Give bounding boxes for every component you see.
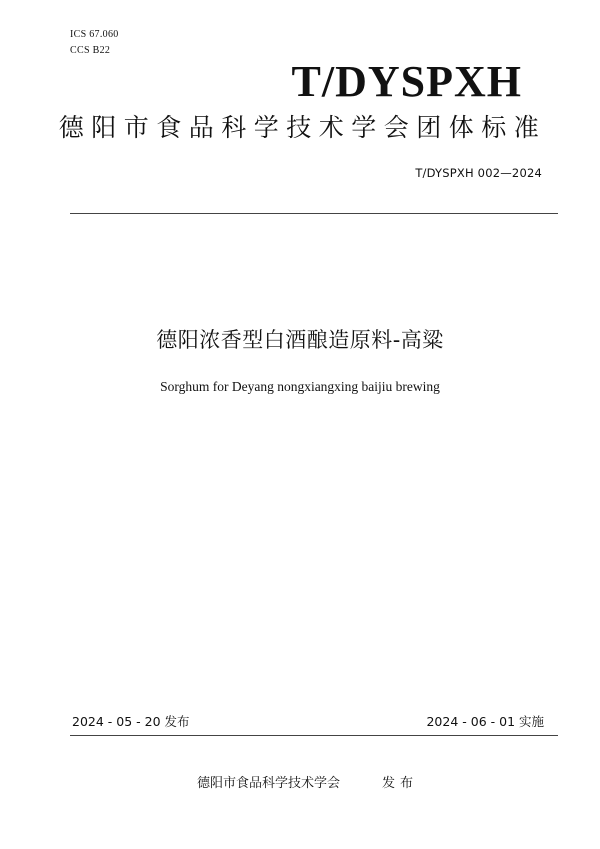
document-title-english: Sorghum for Deyang nongxiangxing baijiu brewing [160,379,440,394]
issue-action: 发布 [382,776,419,791]
issuing-organization: 德阳市食品科学技术学会 [197,776,341,791]
document-title-chinese: 德阳浓香型白酒酿造原料-高粱 [156,328,444,352]
ics-code: ICS 67.060 [70,29,119,40]
standard-number: T/DYSPXH 002—2024 [415,166,542,180]
ccs-code: CCS B22 [70,45,111,56]
bottom-divider [70,735,558,736]
organization-title: 德阳市食品科学技术学会团体标准 [58,113,547,142]
publish-date: 2024 - 05 - 20 发布 [72,714,190,729]
implement-date: 2024 - 06 - 01 实施 [426,714,544,729]
top-divider [70,213,558,214]
standard-code-logo: T/DYSPXH [291,57,522,106]
